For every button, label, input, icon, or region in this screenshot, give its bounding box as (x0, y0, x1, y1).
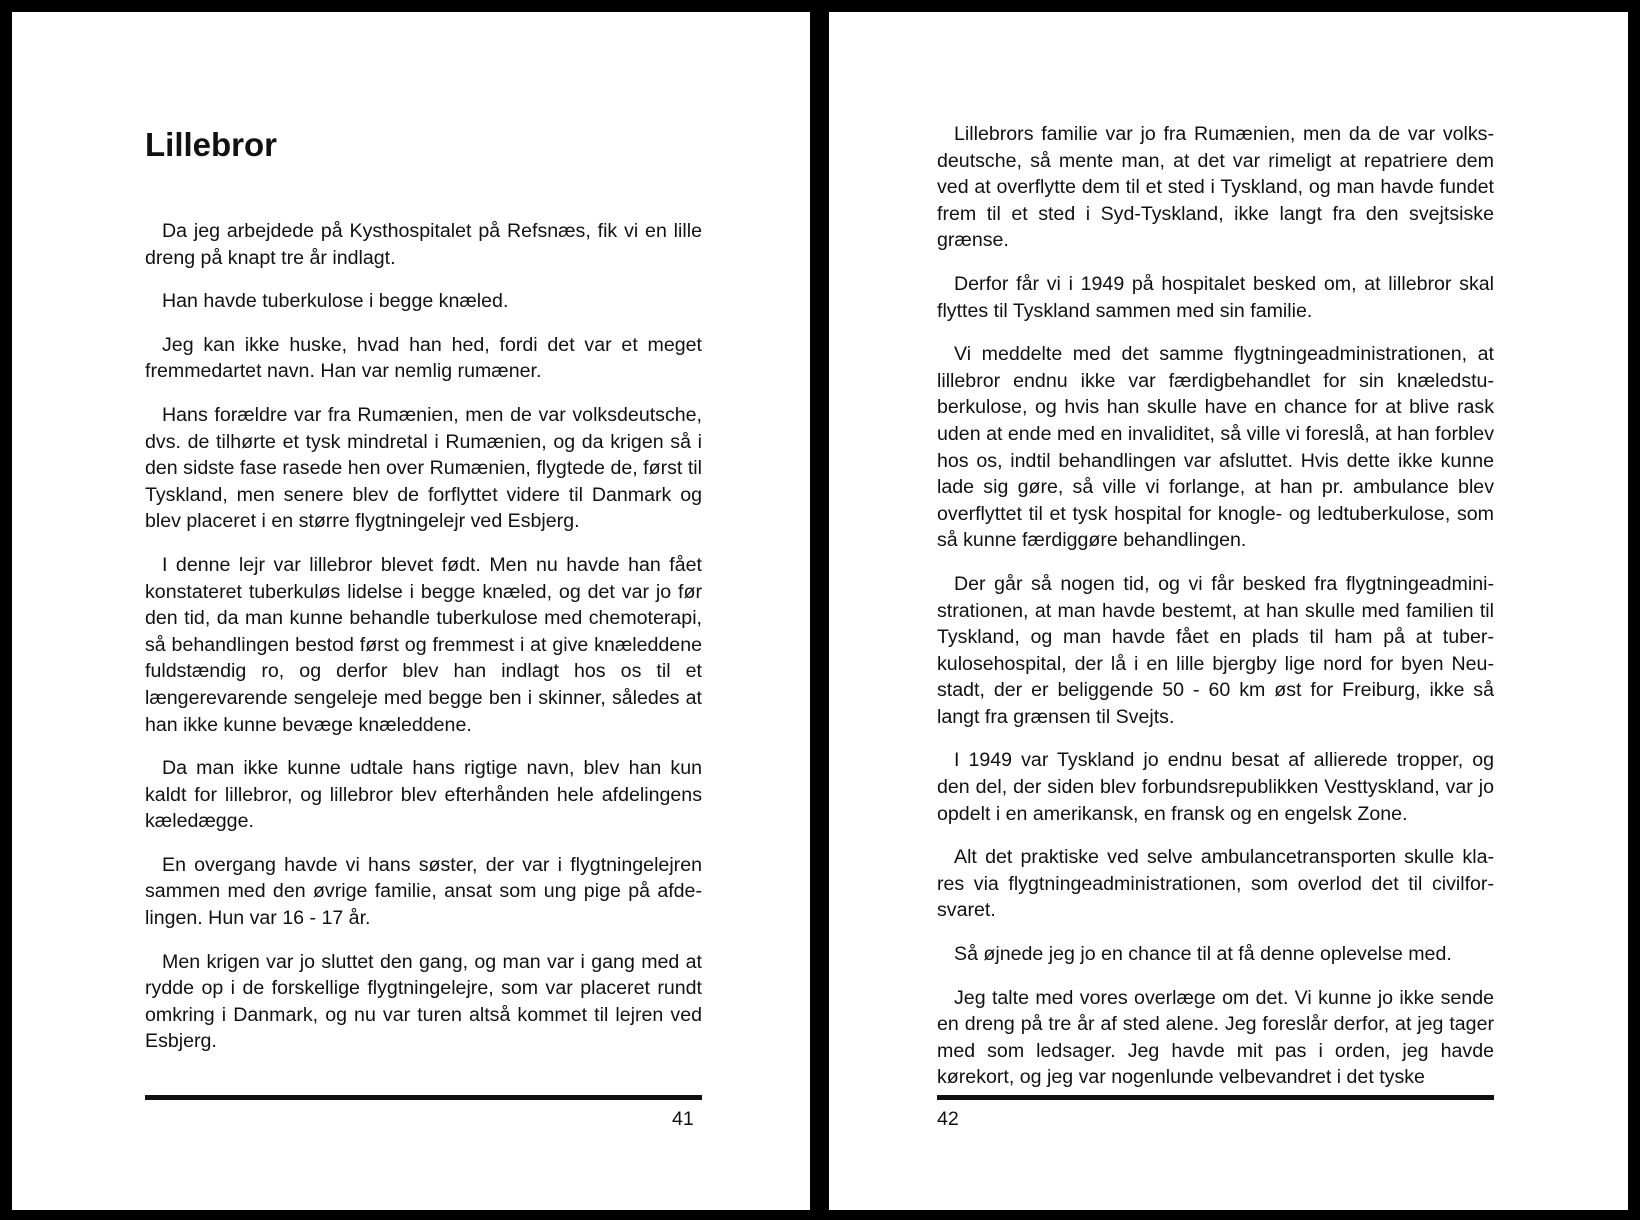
footer-rule (937, 1095, 1494, 1100)
paragraph: Da man ikke kunne udtale hans rigtige navn, blev han kun kaldt for lillebror, og lillebror blev efterhånden hele afdelingens kæledægge. (145, 757, 702, 833)
left-page (12, 12, 810, 1210)
paragraph: Men krigen var jo sluttet den gang, og man var i gang med at rydde op i de forskellige flygtningelejre, som var placeret rundt omkring i Danmark, og nu var turen altså kommet til lejren ved Esbjerg. (145, 950, 702, 1053)
chapter-title: Lillebror (145, 126, 278, 163)
paragraph: Lillebrors familie var jo fra Rumænien, men da de var volksdeutsche, så mente man, at det var rimeligt at repatriere dem ved at overflytte dem til et sted i Tyskland, og man havde fundet frem til et sted i Syd-Tyskland, ikke langt fra den svejtsiske grænse. (937, 123, 1494, 252)
paragraph: Han havde tuberkulose i begge knæled. (162, 290, 509, 313)
paragraph: Hans forældre var fra Rumænien, men de var volksdeutsche, dvs. de tilhørte et tysk mindretal i Rumænien, og da krigen så i den sidste fase rasede hen over Rumænien, flygtede de, først til Tyskland, men senere blev de forflyttet videre til Danmark og blev placeret i en større flygtningelejr ved Esbjerg. (145, 403, 702, 533)
paragraph: I 1949 var Tyskland jo endnu besat af allierede tropper, og den del, der siden blev forbundsrepublikken Vesttyskland, var jo opdelt i en amerikansk, en fransk og en engelsk Zone. (937, 749, 1494, 825)
footer-rule (145, 1095, 702, 1100)
paragraph: Derfor får vi i 1949 på hospitalet besked om, at lillebror skal flyttes til Tyskland sammen med sin familie. (937, 272, 1494, 322)
right-page-body (937, 121, 1494, 1108)
paragraph: Så øjnede jeg jo en chance til at få denne oplevelse med. (954, 943, 1452, 966)
paragraph: Jeg talte med vores overlæge om det. Vi kunne jo ikke sende en dreng på tre år af sted alene. Jeg foreslår derfor, at jeg tager med som ledsager. Jeg havde mit pas i orden, jeg havde kørekort, og jeg var nogenlunde velbevandret i det tyske (937, 986, 1494, 1089)
paragraph: Der går så nogen tid, og vi får besked fra flygtningeadministrationen, at man havde bestemt, at han skulle med familien til Tyskland, og man havde fået en plads til ham på at tuberkulosehospital, der lå i en lille bjergby lige nord for byen Neustadt, der er beliggende 50 - 60 km øst for Freiburg, ikke så langt fra grænsen til Svejts. (937, 572, 1494, 728)
right-page (829, 12, 1628, 1210)
page-number: 41 (672, 1108, 694, 1130)
page-number: 42 (937, 1108, 959, 1130)
paragraph: Alt det praktiske ved selve ambulancetransporten skulle klares via flygtningeadministrationen, som overlod det til civilforsvaret. (937, 846, 1494, 922)
paragraph: Jeg kan ikke huske, hvad han hed, fordi det var et meget fremmedartet navn. Han var nemlig rumæner. (145, 333, 702, 383)
paragraph: Vi meddelte med det samme flygtningeadministrationen, at lillebror endnu ikke var færdigbehandlet for sin knæledstuberkulose, og hvis han skulle have en chance for at blive rask uden at ende med en invaliditet, så ville vi foreslå, at han forblev hos os, indtil behandlingen var afsluttet. Hvis dette ikke kunne lade sig gøre, så ville vi forlange, at han pr. ambulance blev overflyttet til et tysk hospital for knogle- og ledtuberkulose, som så kunne færdiggøre behandlingen. (937, 343, 1494, 552)
paragraph: I denne lejr var lillebror blevet født. Men nu havde han fået konstateret tuberkuløs lidelse i begge knæled, og det var jo før den tid, da man kunne behandle tuberkulose med chemoterapi, så behandlingen bestod først og fremmest i at give knæleddene fuldstændig ro, og derfor blev han indlagt hos os til et længerevarende sengeleje med begge ben i skinner, således at han ikke kunne bevæge knæleddene. (145, 553, 702, 736)
paragraph: Da jeg arbejdede på Kysthospitalet på Refsnæs, fik vi en lille dreng på knapt tre år indlagt. (145, 220, 702, 269)
left-page-body (145, 218, 702, 1072)
paragraph: En overgang havde vi hans søster, der var i flygtningelejren sammen med den øvrige familie, ansat som ung pige på afdelingen. Hun var 16 - 17 år. (145, 853, 702, 930)
